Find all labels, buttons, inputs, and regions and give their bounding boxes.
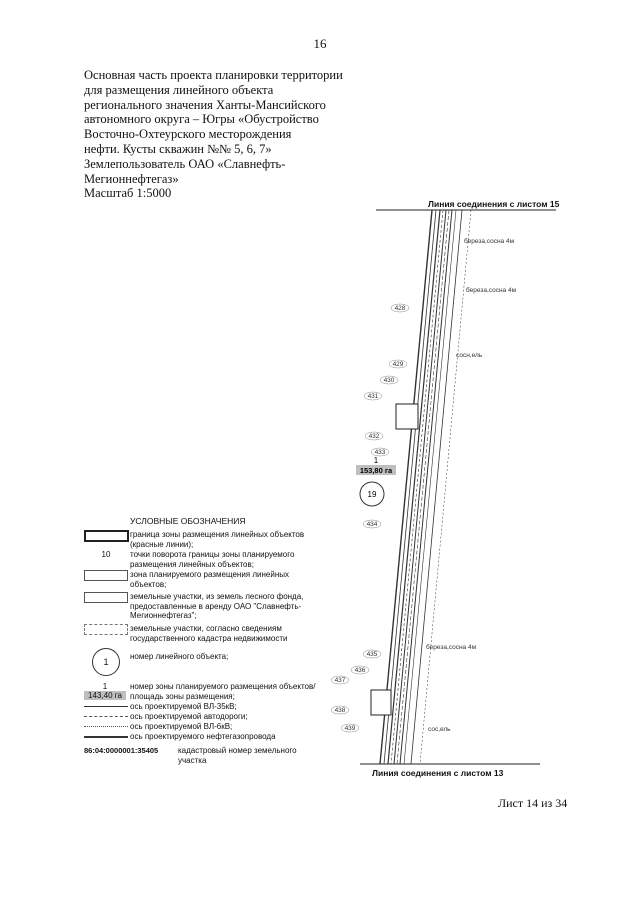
header-line: Восточно-Охтеурского месторождения: [84, 127, 292, 142]
road-symbol: [84, 716, 128, 717]
legend-text: зона планируемого размещения линейных объектов;: [130, 570, 289, 589]
legend-text: ось проектируемого нефтегазопровода: [130, 732, 276, 741]
point-label: 431: [367, 393, 379, 400]
legend-text: ось проектируемой автодороги;: [130, 712, 248, 721]
point-label: 429: [392, 361, 404, 368]
legend-text: номер линейного объекта;: [130, 652, 229, 661]
point-label: 433: [374, 449, 386, 456]
header-line: Землепользователь ОАО «Славнефть-: [84, 156, 286, 171]
scale-line: Масштаб 1:5000: [84, 186, 172, 201]
point-label: 428: [394, 305, 406, 312]
legend-text: точки поворота границы зоны планируемого размещения линейных объектов;: [130, 550, 295, 569]
point-label: 430: [383, 377, 395, 384]
point-label: 436: [354, 667, 366, 674]
forest-label: сосн,ель: [456, 352, 483, 359]
cadastre-symbol: [84, 624, 128, 635]
top-connection-label: Линия соединения с листом 15: [428, 199, 560, 209]
cadastral-example: 86:04:0000001:35405: [84, 746, 159, 755]
legend-text: номер зоны планируемого размещения объектов/площадь зоны размещения;: [130, 682, 316, 701]
point-label: 435: [366, 651, 378, 658]
forest-label: сос,ель: [428, 726, 451, 733]
forest-label: береза,сосна 4м: [426, 644, 477, 651]
sheet-counter: Лист 14 из 34: [498, 796, 568, 810]
turn-point-labels: [335, 305, 406, 732]
legend-text: ось проектируемой ВЛ-6кВ;: [130, 722, 233, 731]
point-label: 432: [368, 433, 380, 440]
well-pad: [371, 690, 391, 715]
forest-lease-symbol: [84, 592, 128, 603]
forest-label: береза,сосна 4м: [464, 238, 515, 245]
bottom-connection-label: Линия соединения с листом 13: [372, 768, 504, 778]
zone-area-symbol: 1 143,40 га: [84, 682, 126, 700]
point-label: 434: [366, 521, 378, 528]
legend-text: кадастровый номер земельного участка: [178, 746, 297, 765]
line-object-symbol: 1: [84, 648, 128, 676]
legend-text: граница зоны размещения линейных объектов (красные линии);: [130, 530, 305, 549]
corridor-lines: [380, 210, 471, 764]
legend-text: ось проектируемой ВЛ-35кВ;: [130, 702, 237, 711]
header-line: для размещения линейного объекта: [84, 82, 274, 97]
header-line: регионального значения Ханты-Мансийского: [84, 97, 326, 112]
vl6-symbol: [84, 726, 128, 727]
red-line-symbol: [84, 530, 129, 542]
object-number: 19: [367, 490, 377, 499]
header-line: автономного округа – Югры «Обустройство: [84, 112, 319, 127]
page-number: 16: [313, 36, 327, 51]
point-label: 438: [334, 707, 346, 714]
legend-text: земельные участки, из земель лесного фонда, предоставленные в аренду ОАО "Славнефть-Мегионнефтегаз";: [130, 592, 304, 620]
point-label: 437: [334, 677, 346, 684]
zone-area: 153,80 га: [359, 466, 393, 475]
header-line: нефти. Кусты скважин №№ 5, 6, 7»: [84, 141, 272, 156]
vl35-symbol: [84, 706, 128, 707]
forest-labels: [426, 237, 517, 733]
point-label: 439: [344, 725, 356, 732]
legend-title: УСЛОВНЫЕ ОБОЗНАЧЕНИЯ: [130, 516, 246, 526]
zone-symbol: [84, 570, 128, 581]
zone-number: 1: [373, 456, 379, 465]
legend-text: земельные участки, согласно сведениям государственного кадастра недвижимости: [130, 624, 288, 643]
well-pad: [396, 404, 418, 429]
header-line: Основная часть проекта планировки территории: [84, 68, 343, 82]
header-line: Мегионнефтегаз»: [84, 171, 179, 186]
forest-label: береза,сосна 4м: [466, 287, 517, 294]
pipeline-symbol: [84, 736, 128, 738]
turn-point-symbol: 10: [101, 550, 111, 559]
